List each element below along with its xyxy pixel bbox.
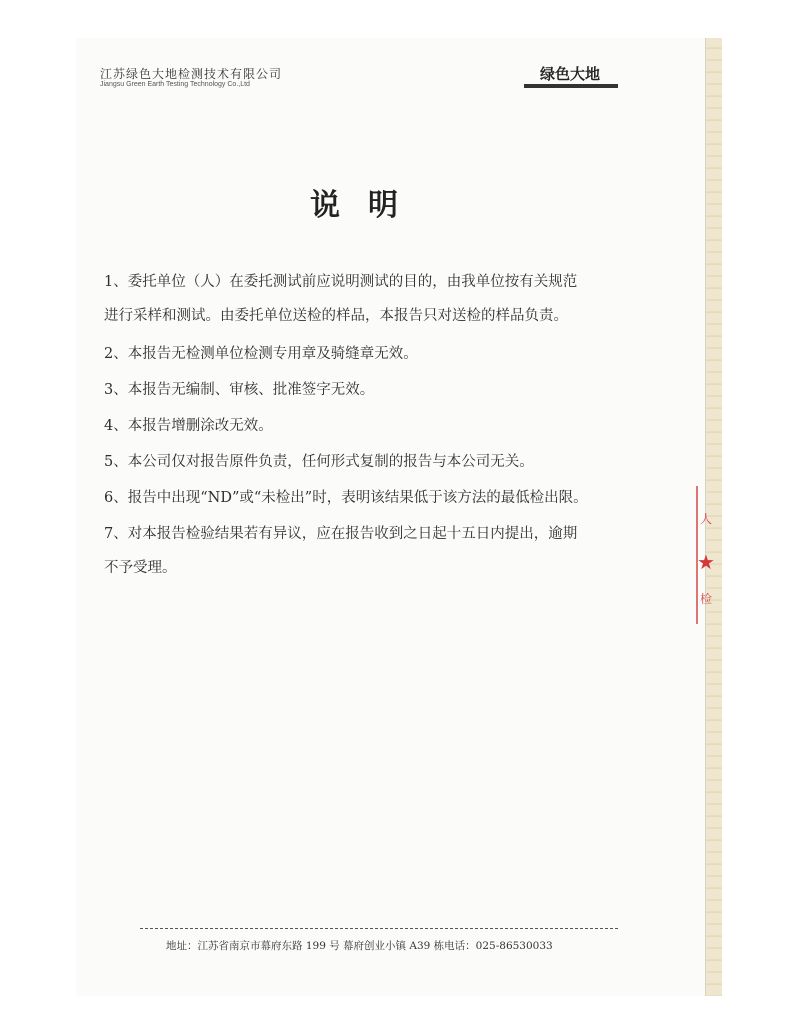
brand-underline — [524, 84, 618, 88]
company-name-en: Jiangsu Green Earth Testing Technology Co.,Ltd — [100, 81, 250, 88]
seam-stamp-mark: 人 — [700, 512, 713, 526]
seam-stamp-mark: 检 — [700, 592, 713, 606]
notice-line-1: 1、委托单位（人）在委托测试前应说明测试的目的，由我单位按有关规范 — [104, 274, 578, 290]
notice-line-7-cont: 不予受理。 — [104, 560, 177, 576]
stamp-star-icon: ★ — [697, 550, 715, 574]
notice-line-4: 4、本报告增删涂改无效。 — [104, 418, 273, 434]
notice-line-3: 3、本报告无编制、审核、批准签字无效。 — [104, 382, 375, 398]
brand-mark: 绿色大地 — [540, 65, 601, 83]
company-name-cn: 江苏绿色大地检测技术有限公司 — [100, 67, 283, 81]
notice-line-7: 7、对本报告检验结果若有异议，应在报告收到之日起十五日内提出，逾期 — [104, 526, 578, 542]
notice-line-1-cont: 进行采样和测试。由委托单位送检的样品，本报告只对送检的样品负责。 — [104, 308, 568, 324]
notice-line-6: 6、报告中出现“ND”或“未检出”时，表明该结果低于该方法的最低检出限。 — [104, 490, 588, 506]
notice-line-2: 2、本报告无检测单位检测专用章及骑缝章无效。 — [104, 346, 418, 362]
footer-divider — [140, 928, 618, 929]
footer-address: 地址：江苏省南京市幕府东路 199 号 幕府创业小镇 A39 栋电话：025-86530033 — [166, 940, 553, 952]
page-title: 说明 — [310, 188, 426, 223]
notice-line-5: 5、本公司仅对报告原件负责，任何形式复制的报告与本公司无关。 — [104, 454, 534, 470]
